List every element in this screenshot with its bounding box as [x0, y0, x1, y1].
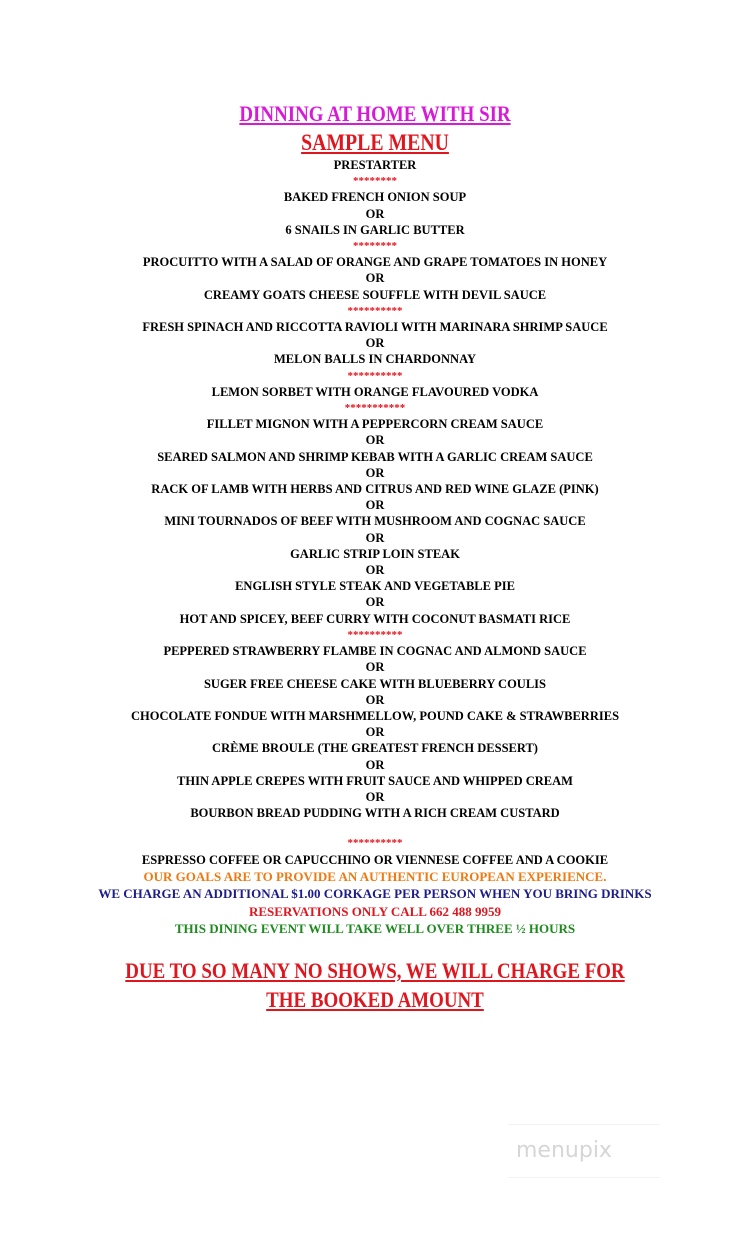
or-divider: OR	[365, 530, 385, 545]
menu-item: ESPRESSO COFFEE OR CAPUCCHINO OR VIENNESE COFFEE AND A COOKIE	[141, 852, 609, 867]
menu-item: CREAMY GOATS CHEESE SOUFFLE WITH DEVIL SAUCE	[203, 287, 547, 302]
menu-item: SEARED SALMON AND SHRIMP KEBAB WITH A GARLIC CREAM SAUCE	[157, 449, 593, 464]
watermark-logo: menupix	[516, 1138, 612, 1163]
section-separator: **********	[347, 369, 403, 382]
or-divider: OR	[365, 757, 385, 772]
no-show-warning-line-2: THE BOOKED AMOUNT	[266, 986, 484, 1012]
or-divider: OR	[365, 336, 385, 351]
menu-item: MELON BALLS IN CHARDONNAY	[274, 352, 476, 367]
menu-items-list	[0, 157, 750, 868]
menu-item: SUGER FREE CHEESE CAKE WITH BLUEBERRY COULIS	[203, 676, 546, 691]
menu-item: MINI TOURNADOS OF BEEF WITH MUSHROOM AND COGNAC SAUCE	[164, 514, 586, 529]
menu-document	[0, 100, 750, 1014]
menu-item: CRÈME BROULE (THE GREATEST FRENCH DESSERT)	[212, 741, 538, 756]
section-separator: ********	[353, 175, 397, 188]
menu-item: FILLET MIGNON WITH A PEPPERCORN CREAM SAUCE	[206, 417, 544, 432]
no-show-warning	[53, 956, 698, 1014]
menu-item: 6 SNAILS IN GARLIC BUTTER	[285, 222, 465, 237]
or-divider: OR	[365, 563, 385, 578]
menu-item: FRESH SPINACH AND RICCOTTA RAVIOLI WITH MARINARA SHRIMP SAUCE	[142, 320, 608, 335]
duration-notice: THIS DINING EVENT WILL TAKE WELL OVER THREE ½ HOURS	[174, 921, 576, 937]
or-divider: OR	[365, 660, 385, 675]
or-divider: OR	[365, 789, 385, 804]
or-divider: OR	[365, 498, 385, 513]
menu-item: BOURBON BREAD PUDDING WITH A RICH CREAM CUSTARD	[190, 806, 560, 821]
section-separator: **********	[347, 304, 403, 317]
or-divider: OR	[365, 206, 385, 221]
reservations-notice: RESERVATIONS ONLY CALL 662 488 9959	[248, 903, 502, 919]
menu-item: THIN APPLE CREPES WITH FRUIT SAUCE AND WHIPPED CREAM	[177, 773, 573, 788]
menu-item: PRESTARTER	[333, 158, 417, 172]
or-divider: OR	[365, 271, 385, 286]
menu-title: DINNING AT HOME WITH SIR	[239, 101, 511, 126]
menu-item: BAKED FRENCH ONION SOUP	[283, 190, 467, 205]
or-divider: OR	[365, 725, 385, 740]
spacer	[0, 821, 750, 835]
no-show-warning-line-1: DUE TO SO MANY NO SHOWS, WE WILL CHARGE FOR	[125, 957, 625, 983]
menu-item: GARLIC STRIP LOIN STEAK	[290, 546, 460, 561]
or-divider: OR	[365, 692, 385, 707]
or-divider: OR	[365, 433, 385, 448]
menu-item: PROCUITTO WITH A SALAD OF ORANGE AND GRAPE TOMATOES IN HONEY	[142, 255, 608, 270]
section-separator: ********	[353, 240, 397, 253]
section-separator: **********	[347, 837, 403, 850]
menu-subtitle: SAMPLE MENU	[301, 130, 449, 155]
menu-item: HOT AND SPICEY, BEEF CURRY WITH COCONUT BASMATI RICE	[179, 611, 571, 626]
menu-item: ENGLISH STYLE STEAK AND VEGETABLE PIE	[235, 579, 515, 594]
section-separator: ***********	[344, 402, 406, 415]
menu-item: CHOCOLATE FONDUE WITH MARSHMELLOW, POUND CAKE & STRAWBERRIES	[130, 708, 620, 723]
menu-item: PEPPERED STRAWBERRY FLAMBE IN COGNAC AND ALMOND SAUCE	[163, 644, 587, 659]
section-separator: **********	[347, 628, 403, 641]
menu-item: LEMON SORBET WITH ORANGE FLAVOURED VODKA	[211, 384, 539, 399]
or-divider: OR	[365, 465, 385, 480]
or-divider: OR	[365, 595, 385, 610]
goals-notice: OUR GOALS ARE TO PROVIDE AN AUTHENTIC EUROPEAN EXPERIENCE.	[143, 868, 607, 884]
corkage-notice: WE CHARGE AN ADDITIONAL $1.00 CORKAGE PER PERSON WHEN YOU BRING DRINKS	[98, 886, 652, 902]
menu-item: RACK OF LAMB WITH HERBS AND CITRUS AND RED WINE GLAZE (PINK)	[151, 482, 599, 497]
